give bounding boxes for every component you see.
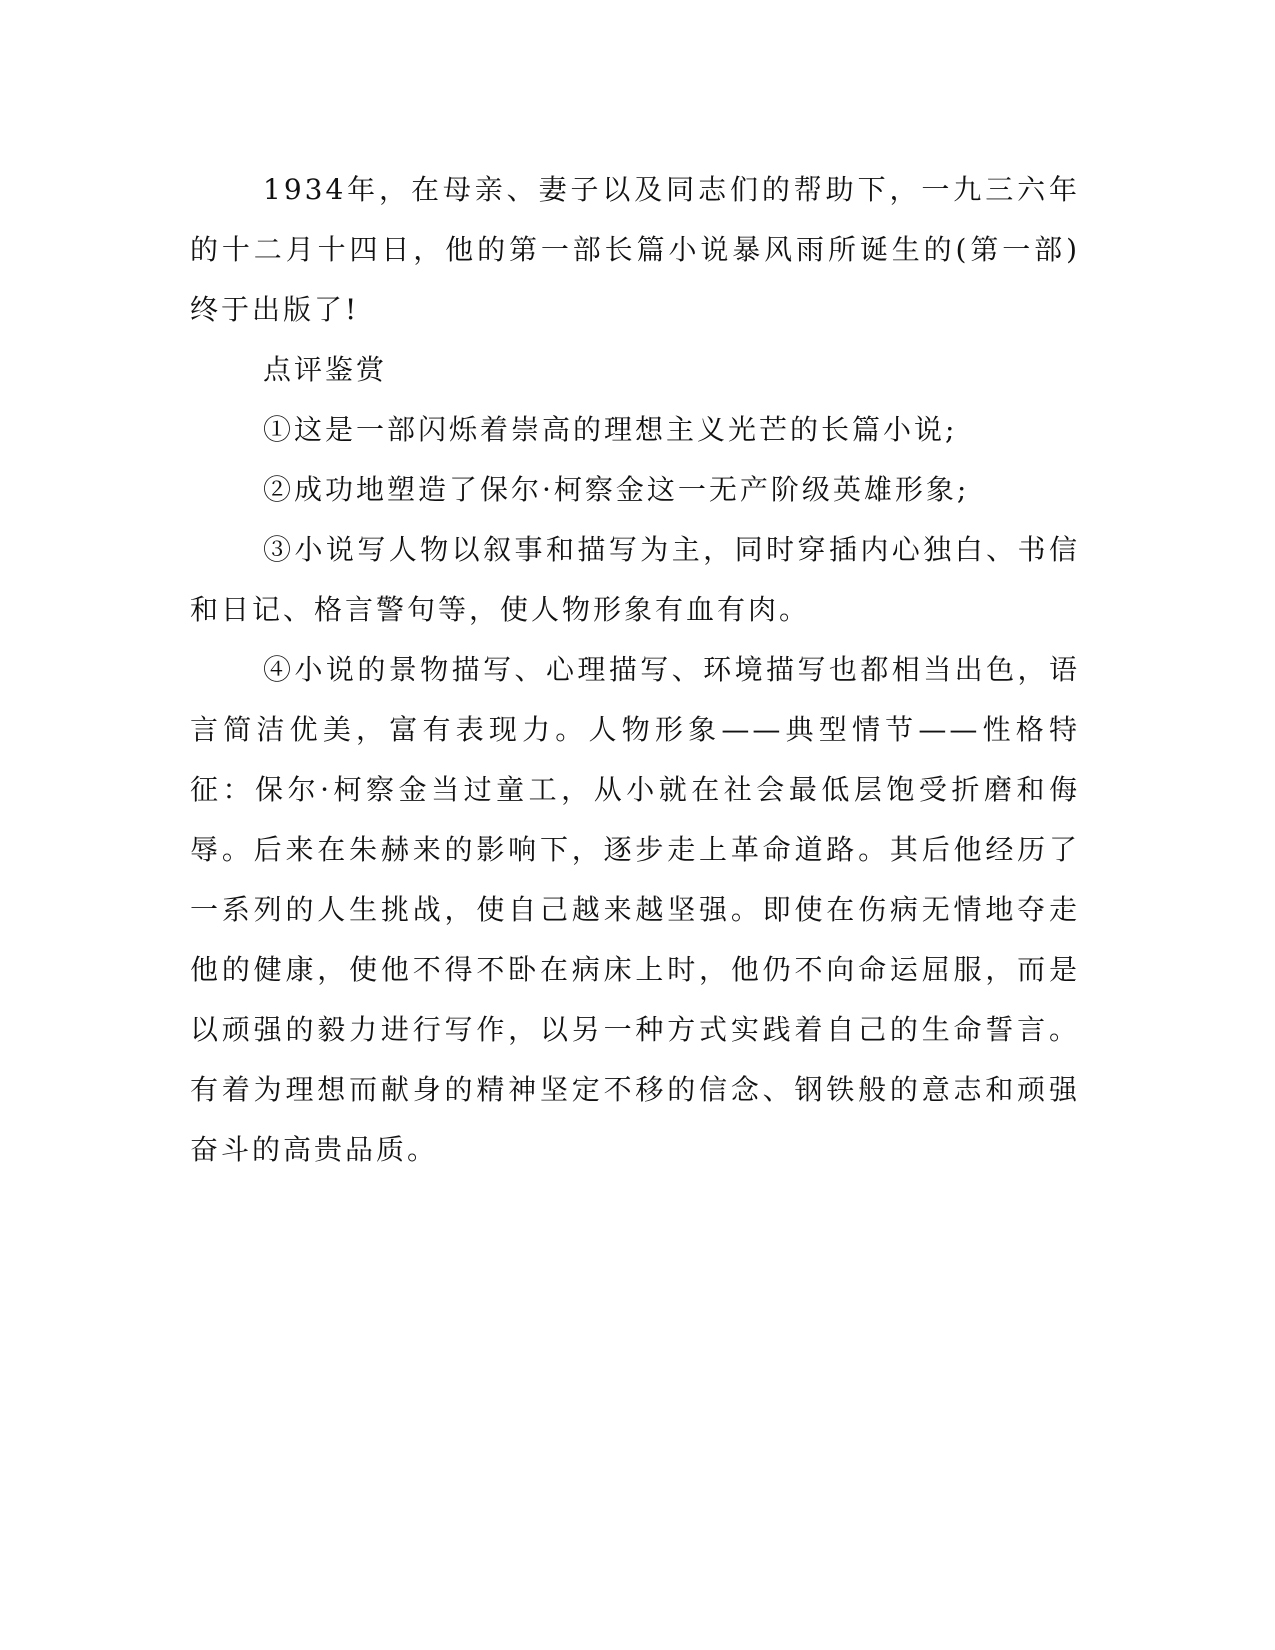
paragraph-publication: 1934年，在母亲、妻子以及同志们的帮助下，一九三六年的十二月十四日，他的第一部长篇小说暴风雨所诞生的(第一部)终于出版了!: [190, 173, 1080, 326]
section-heading-review: 点评鉴赏: [263, 353, 388, 386]
paragraph-point-4: ④小说的景物描写、心理描写、环境描写也都相当出色，语言简洁优美，富有表现力。人物形象——典型情节——性格特征：保尔·柯察金当过童工，从小就在社会最低层饱受折磨和侮辱。后来在朱赫来的影响下，逐步走上革命道路。其后他经历了一系列的人生挑战，使自己越来越坚强。即使在伤病无情地夺走他的健康，使他不得不卧在病床上时，他仍不向命运屈服，而是以顽强的毅力进行写作，以另一种方式实践着自己的生命誓言。有着为理想而献身的精神坚定不移的信念、钢铁般的意志和顽强奋斗的高贵品质。: [190, 653, 1080, 1166]
document-body: [190, 160, 1080, 1180]
paragraph-point-3: ③小说写人物以叙事和描写为主，同时穿插内心独白、书信和日记、格言警句等，使人物形象有血有肉。: [190, 533, 1080, 626]
paragraph-point-1: ①这是一部闪烁着崇高的理想主义光芒的长篇小说;: [263, 413, 958, 446]
paragraph-point-2: ②成功地塑造了保尔·柯察金这一无产阶级英雄形象;: [263, 473, 970, 506]
